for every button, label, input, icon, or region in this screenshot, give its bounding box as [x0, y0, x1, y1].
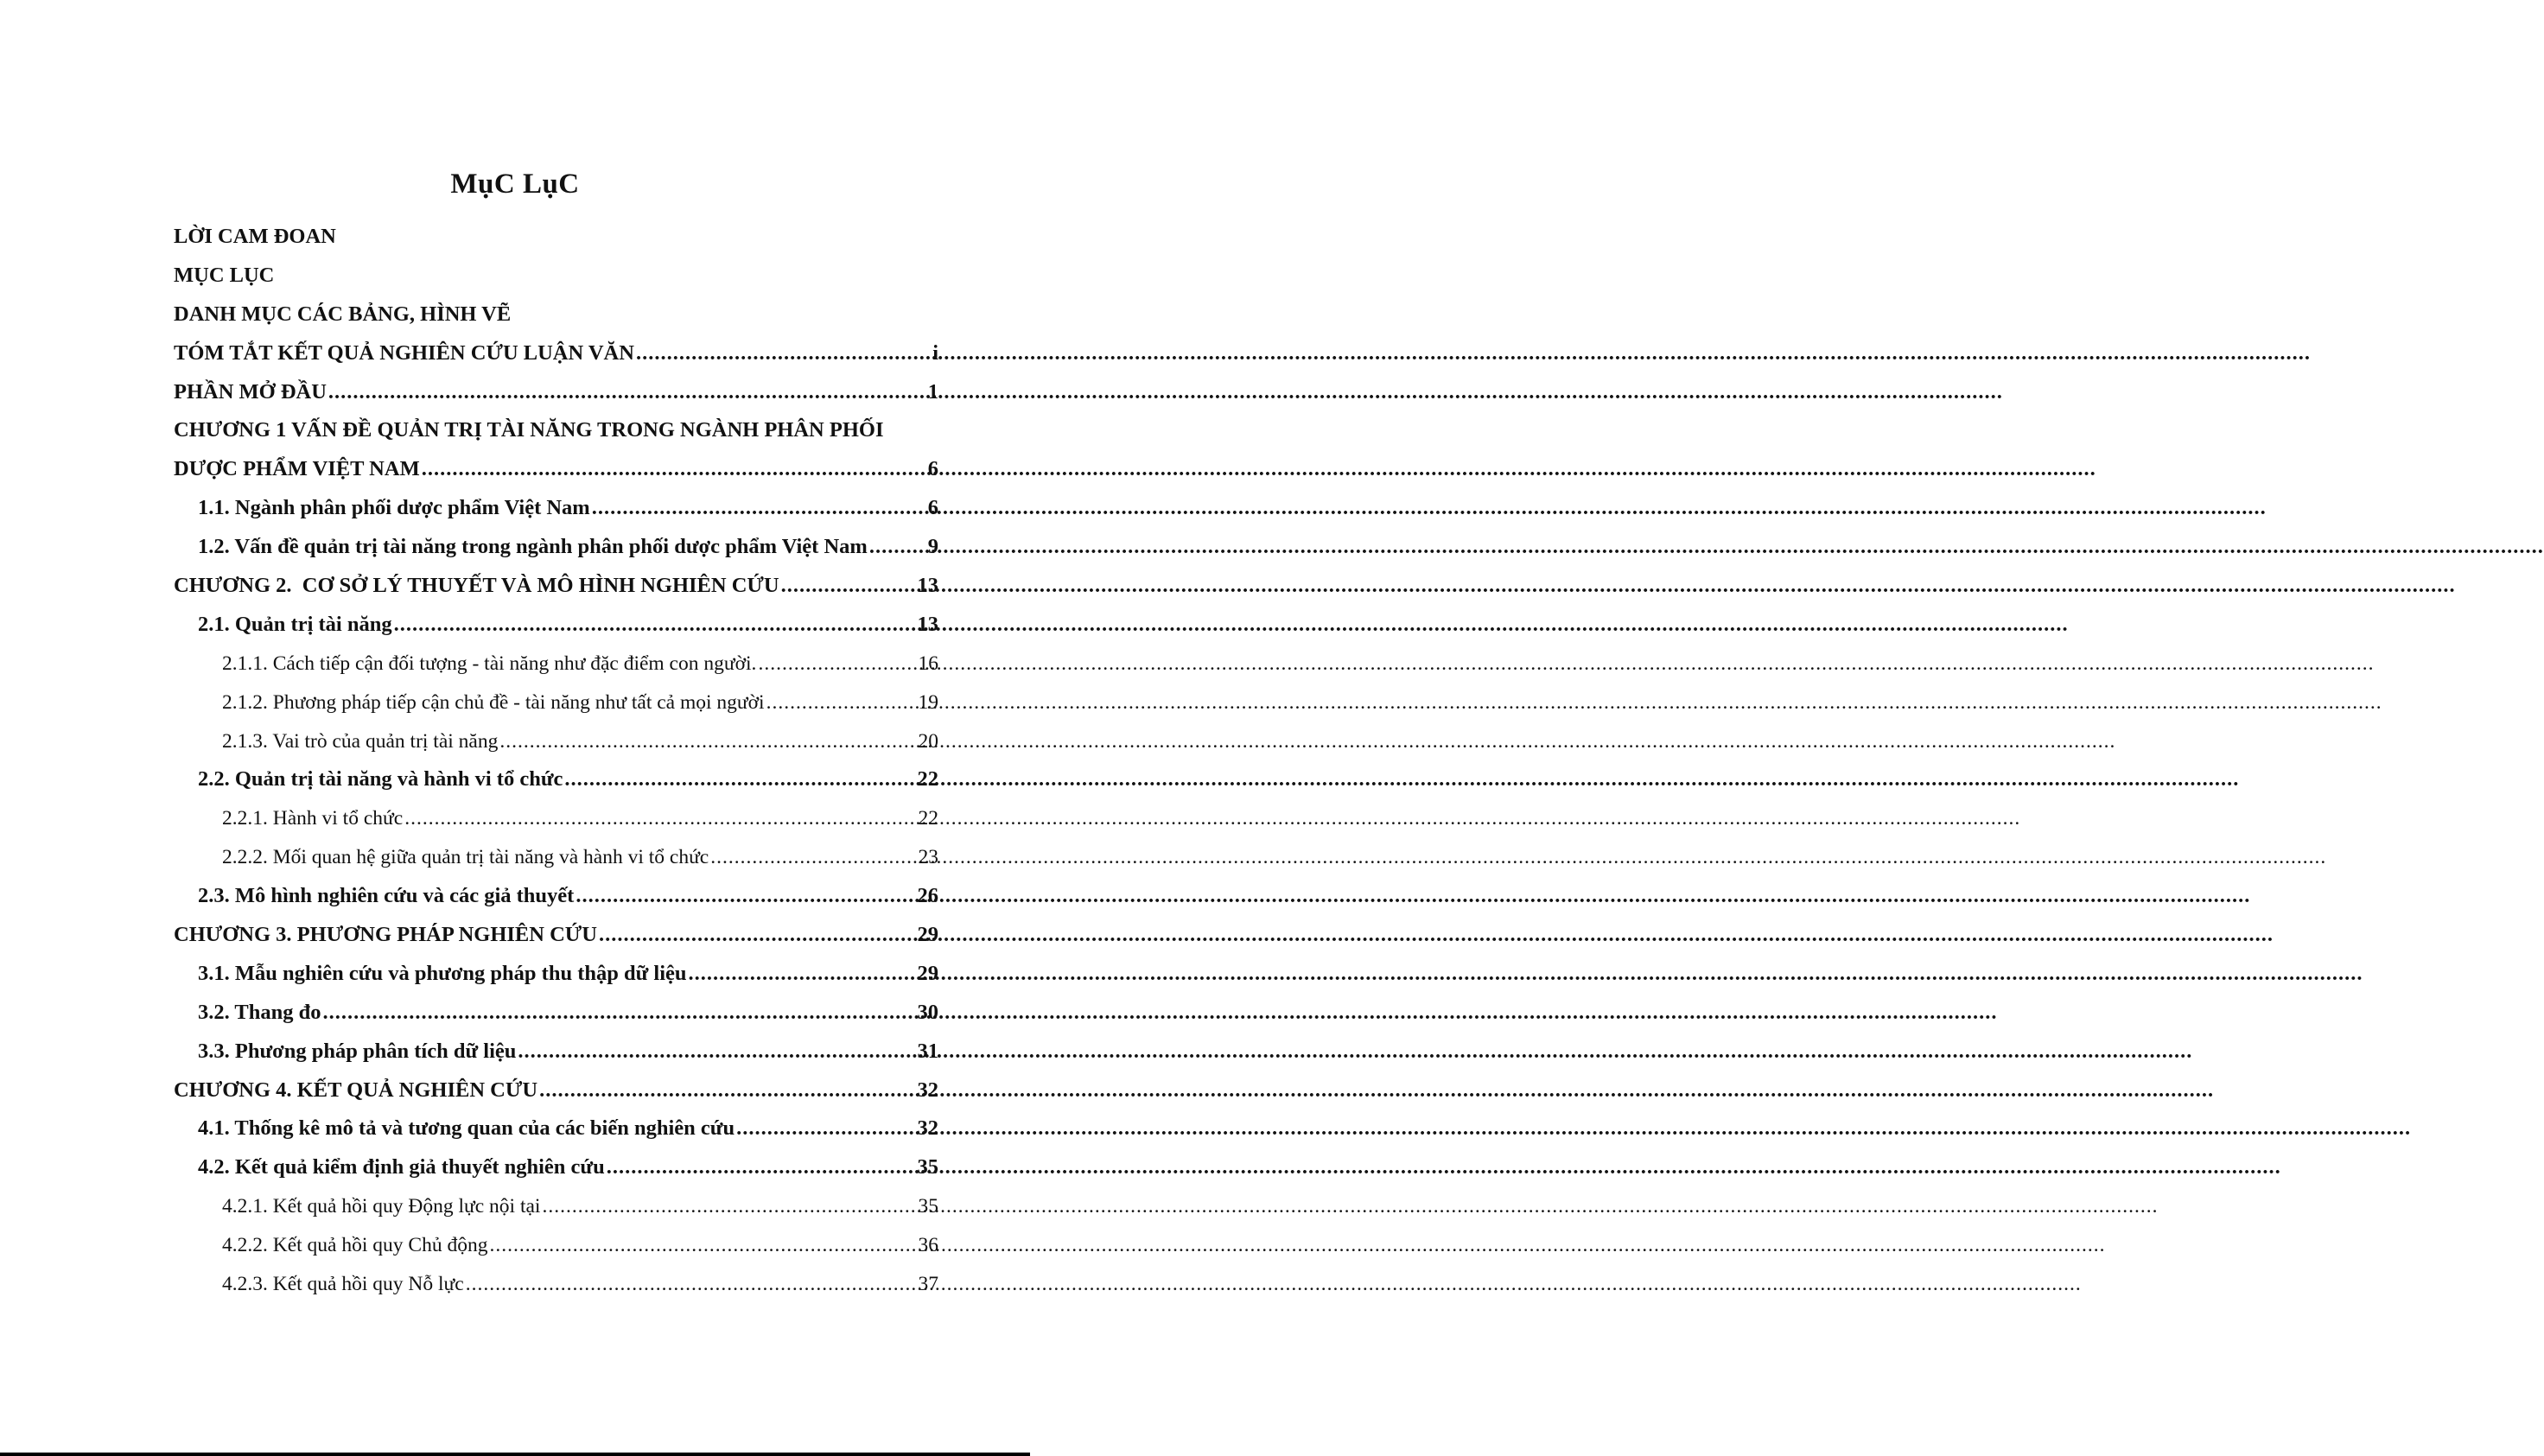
- toc-entry-label: 4.2.2. Kết quả hồi quy Chủ động: [222, 1234, 488, 1257]
- toc-entry-label: CHƯƠNG 4. KẾT QUẢ NGHIÊN CỨU: [174, 1078, 538, 1102]
- toc-page-number: 37: [918, 1273, 938, 1296]
- toc-entry-label: CHƯƠNG 3. PHƯƠNG PHÁP NGHIÊN CỨU: [174, 923, 597, 947]
- toc-page-number: 26: [917, 884, 938, 908]
- toc-entry-4-2-2[interactable]: [174, 1226, 938, 1265]
- toc-entry-label: 4.2. Kết quả kiểm định giả thuyết nghiên cứu: [198, 1155, 605, 1179]
- toc-entry-label: 4.1. Thống kê mô tả và tương quan của các biến nghiên cứu: [198, 1116, 735, 1141]
- toc-page-number: 22: [917, 767, 938, 792]
- toc-entry-2-1[interactable]: [174, 606, 938, 645]
- toc-entry-2-1-3[interactable]: [174, 722, 938, 761]
- toc-page-number: 13: [917, 574, 938, 598]
- toc-entry-label: CHƯƠNG 2. CƠ SỞ LÝ THUYẾT VÀ MÔ HÌNH NGHIÊN CỨU: [174, 574, 779, 598]
- table-of-contents: [174, 218, 938, 1304]
- toc-entry-danh-muc-bang-hinh[interactable]: [174, 296, 938, 334]
- toc-page-number: 32: [917, 1116, 938, 1141]
- toc-page-number: 29: [917, 961, 938, 985]
- dot-leader: [323, 994, 916, 1033]
- toc-page-number: 23: [918, 846, 938, 869]
- dot-leader: [328, 373, 926, 412]
- toc-entry-label: 2.2.2. Mối quan hệ giữa quản trị tài năng và hành vi tổ chức: [222, 846, 709, 869]
- toc-entry-label: 2.1.2. Phương pháp tiếp cận chủ đề - tài năng như tất cả mọi người: [222, 690, 765, 714]
- dot-leader: [564, 760, 915, 799]
- toc-entry-2-2-1[interactable]: [174, 799, 938, 838]
- toc-entry-label: 2.2.1. Hành vi tổ chức: [222, 807, 404, 830]
- toc-entry-chuong-1-line-1[interactable]: [174, 411, 938, 450]
- toc-entry-label: MỤC LỤC: [174, 263, 275, 287]
- toc-entry-3-2[interactable]: [174, 994, 938, 1033]
- toc-entry-1-2[interactable]: [174, 528, 938, 567]
- toc-entry-tom-tat[interactable]: [174, 334, 938, 373]
- dot-leader: [518, 1033, 915, 1071]
- dot-leader: [736, 1109, 915, 1148]
- toc-entry-chuong-3[interactable]: [174, 916, 938, 955]
- toc-entry-2-3[interactable]: [174, 877, 938, 916]
- toc-entry-label: LỜI CAM ĐOAN: [174, 225, 336, 248]
- toc-entry-chuong-4[interactable]: [174, 1071, 938, 1110]
- dot-leader: [466, 1265, 917, 1304]
- toc-entry-label: 3.1. Mẫu nghiên cứu và phương pháp thu thập dữ liệu: [198, 961, 687, 985]
- toc-page-number: 36: [918, 1234, 938, 1257]
- toc-page-number: 22: [918, 807, 938, 830]
- dot-leader: [869, 528, 926, 567]
- dot-leader: [499, 722, 916, 761]
- toc-entry-chuong-2[interactable]: [174, 567, 938, 606]
- toc-entry-label: 2.1.1. Cách tiếp cận đối tượng - tài năng như đặc điểm con người.: [222, 652, 757, 675]
- toc-entry-phan-mo-dau[interactable]: [174, 373, 938, 412]
- toc-entry-muc-luc[interactable]: [174, 257, 938, 296]
- dot-leader: [689, 955, 916, 994]
- dot-leader: [710, 838, 916, 877]
- toc-entry-label: 4.2.1. Kết quả hồi quy Động lực nội tại: [222, 1195, 541, 1218]
- toc-entry-label: 4.2.3. Kết quả hồi quy Nỗ lực: [222, 1273, 464, 1296]
- toc-entry-2-1-2[interactable]: [174, 683, 938, 722]
- toc-page-number: 20: [918, 729, 938, 753]
- toc-entry-label: PHẦN MỞ ĐẦU: [174, 379, 327, 404]
- page-bottom-edge: [0, 1453, 1030, 1456]
- toc-entry-4-2-3[interactable]: [174, 1265, 938, 1304]
- dot-leader: [404, 799, 916, 838]
- dot-leader: [489, 1226, 916, 1265]
- toc-entry-3-3[interactable]: [174, 1033, 938, 1071]
- toc-entry-4-2[interactable]: [174, 1148, 938, 1187]
- toc-entry-1-1[interactable]: [174, 489, 938, 528]
- toc-entry-label: 2.2. Quản trị tài năng và hành vi tổ chức: [198, 767, 563, 792]
- toc-page-number: 30: [917, 1000, 938, 1024]
- toc-entry-3-1[interactable]: [174, 955, 938, 994]
- dot-leader: [576, 877, 915, 916]
- toc-page-number: 29: [917, 923, 938, 947]
- toc-entry-label: DANH MỤC CÁC BẢNG, HÌNH VẼ: [174, 302, 512, 326]
- toc-entry-2-2[interactable]: [174, 760, 938, 799]
- toc-page-number: 35: [917, 1155, 938, 1179]
- toc-entry-loi-cam-doan[interactable]: [174, 218, 938, 257]
- toc-entry-label: 2.3. Mô hình nghiên cứu và các giả thuyết: [198, 884, 575, 908]
- toc-page-number: 13: [917, 612, 938, 636]
- toc-entry-label: CHƯƠNG 1 VẤN ĐỀ QUẢN TRỊ TÀI NĂNG TRONG NGÀNH PHÂN PHỐI: [174, 418, 884, 442]
- toc-page-number: i: [932, 340, 938, 365]
- dot-leader: [758, 645, 916, 683]
- dot-leader: [539, 1071, 915, 1110]
- dot-leader: [592, 489, 926, 528]
- toc-entry-4-2-1[interactable]: [174, 1187, 938, 1226]
- toc-page-number: 6: [927, 496, 938, 520]
- dot-leader: [599, 916, 916, 955]
- toc-page-number: 19: [918, 690, 938, 714]
- page-title: MụC LụC: [450, 168, 580, 200]
- toc-page-number: 9: [927, 535, 938, 559]
- toc-entry-label: DƯỢC PHẨM VIỆT NAM: [174, 457, 420, 481]
- dot-leader: [636, 334, 931, 373]
- dot-leader: [394, 606, 916, 645]
- toc-page-number: 35: [918, 1195, 938, 1218]
- dot-leader: [607, 1148, 916, 1187]
- toc-entry-label: 2.1. Quản trị tài năng: [198, 612, 392, 636]
- toc-page-number: 16: [918, 652, 938, 675]
- toc-entry-2-1-1[interactable]: [174, 645, 938, 683]
- toc-entry-label: 3.2. Thang đo: [198, 1000, 321, 1024]
- toc-page-number: 1: [927, 379, 938, 404]
- toc-entry-label: 1.2. Vấn đề quản trị tài năng trong ngành phân phối dược phẩm Việt Nam: [198, 535, 868, 559]
- toc-entry-label: 3.3. Phương pháp phân tích dữ liệu: [198, 1039, 517, 1063]
- toc-entry-label: 1.1. Ngành phân phối dược phẩm Việt Nam: [198, 496, 590, 520]
- dot-leader: [542, 1187, 916, 1226]
- document-page: [0, 0, 1030, 1456]
- toc-entry-4-1[interactable]: [174, 1109, 938, 1148]
- toc-page-number: 31: [917, 1039, 938, 1063]
- toc-entry-label: TÓM TẮT KẾT QUẢ NGHIÊN CỨU LUẬN VĂN: [174, 340, 634, 365]
- dot-leader: [766, 683, 917, 722]
- toc-entry-2-2-2[interactable]: [174, 838, 938, 877]
- toc-entry-label: 2.1.3. Vai trò của quản trị tài năng: [222, 729, 499, 753]
- dot-leader: [422, 450, 926, 489]
- toc-page-number: 32: [917, 1078, 938, 1102]
- toc-entry-chuong-1-line-2[interactable]: [174, 450, 938, 489]
- dot-leader: [781, 567, 916, 606]
- toc-page-number: 6: [927, 457, 938, 481]
